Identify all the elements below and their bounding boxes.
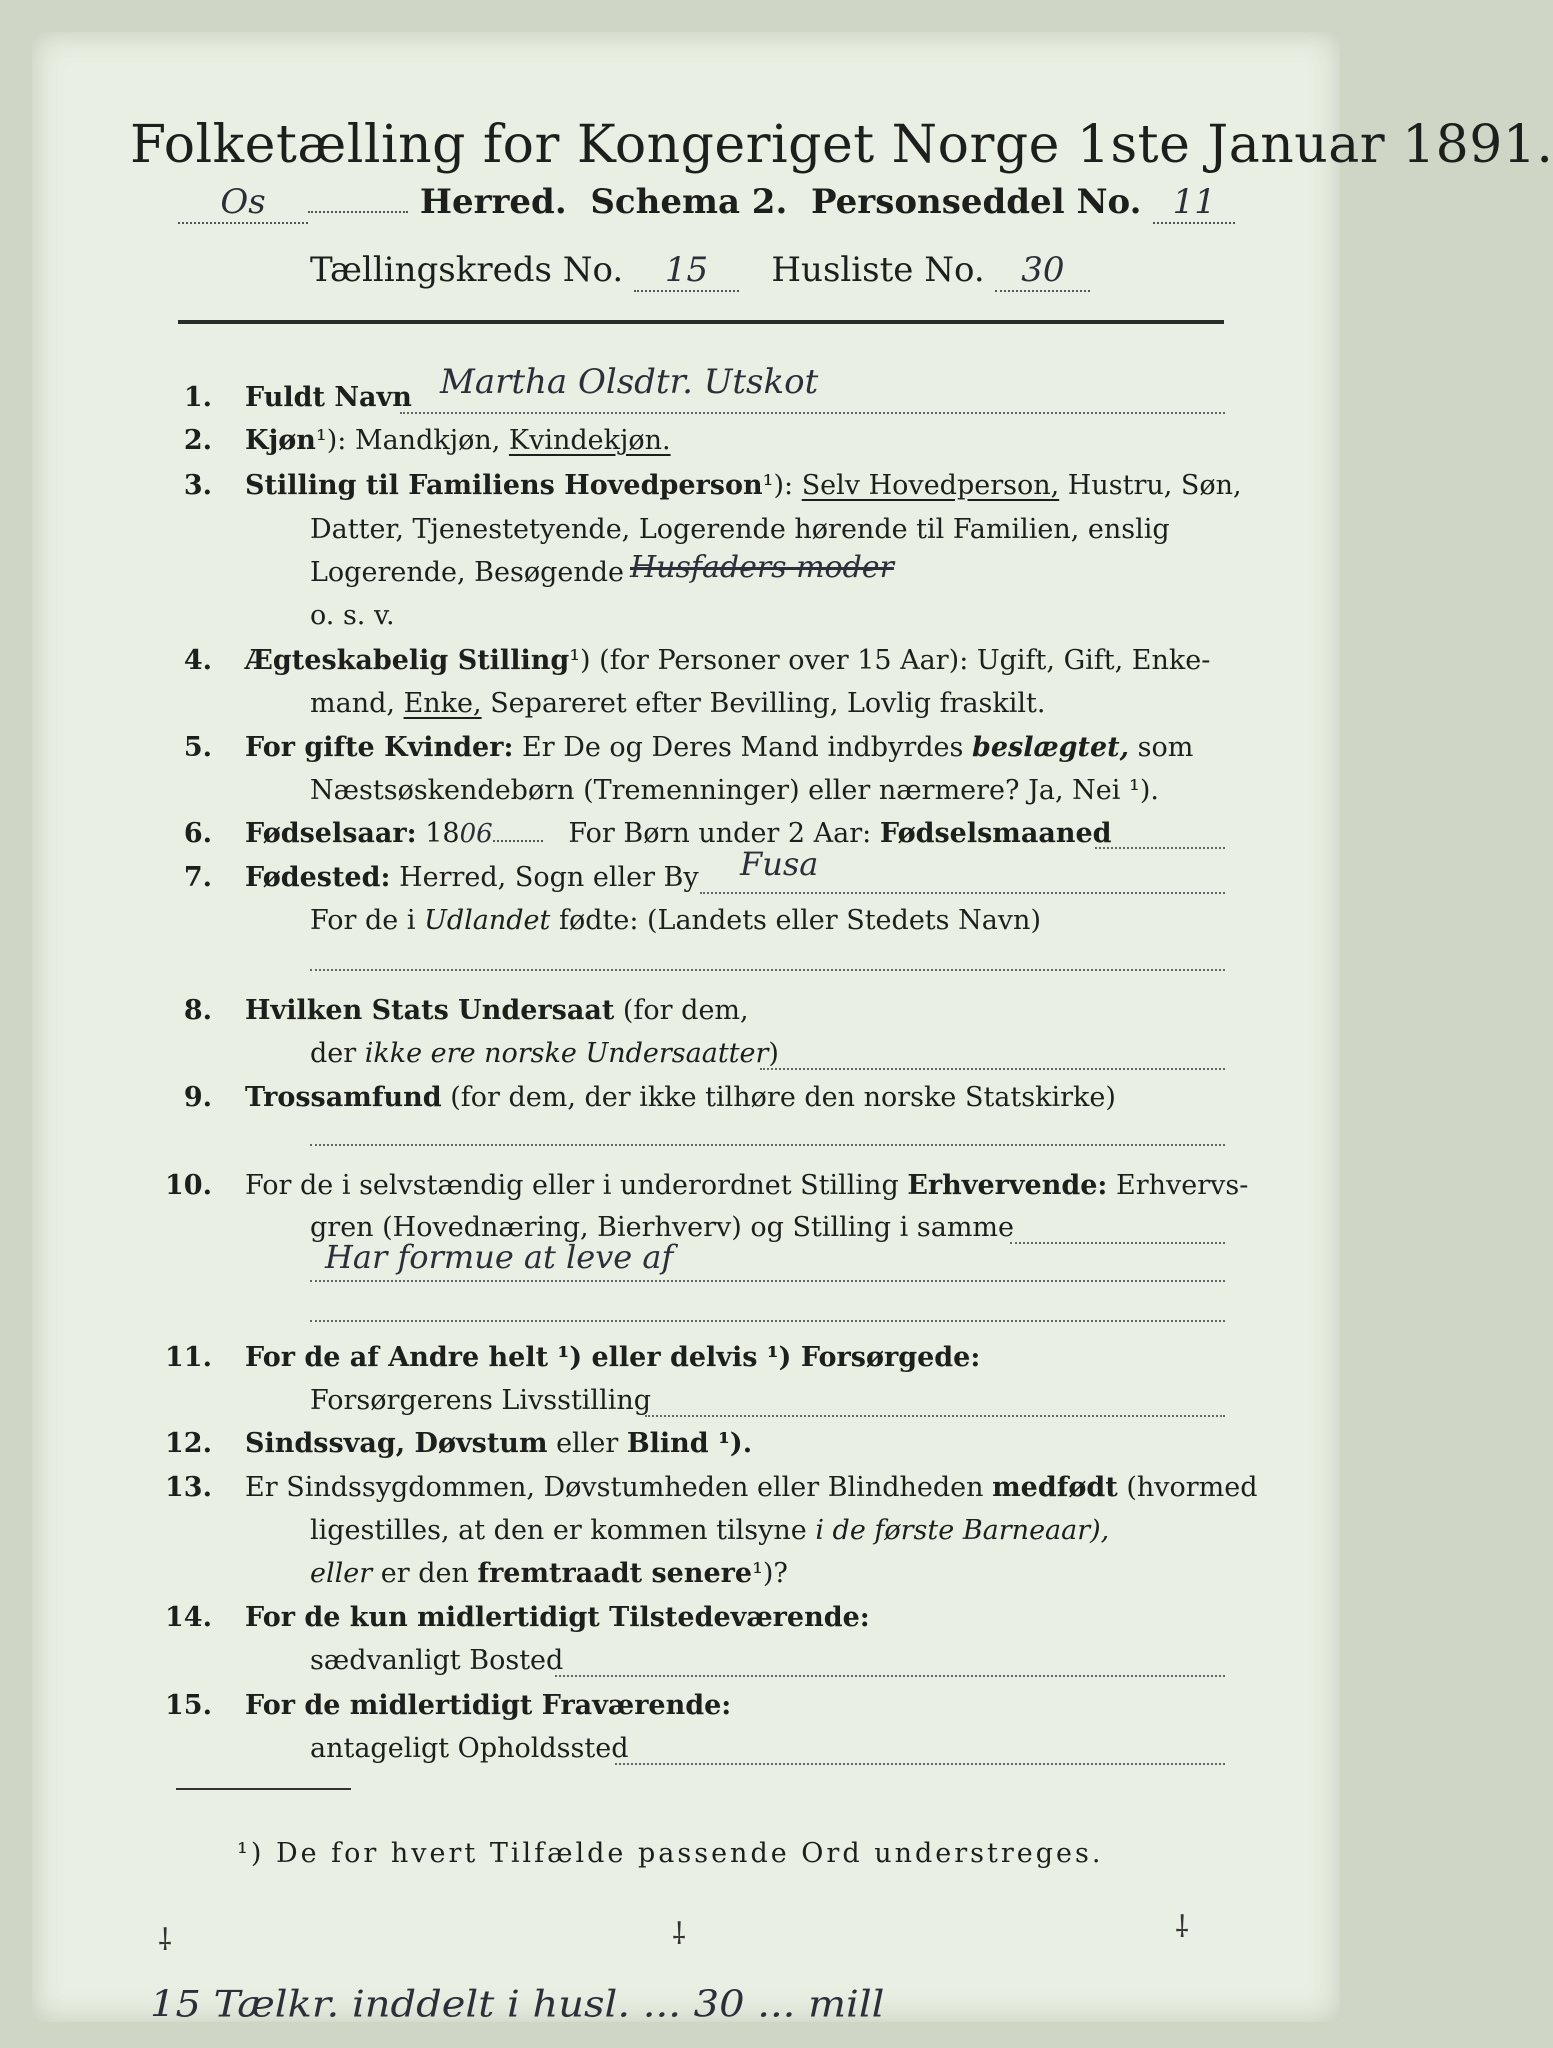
q4-line2a: mand, xyxy=(310,688,395,719)
q13-number: 13. xyxy=(165,1472,212,1503)
q7-line2b: fødte: (Landets eller Stedets Navn) xyxy=(558,905,1041,936)
q2-sup: ¹): xyxy=(315,425,347,456)
corner-mark-left: ⸸ xyxy=(158,1923,173,1958)
q8-rest1: (for dem, xyxy=(622,995,749,1026)
header-divider xyxy=(178,320,1224,324)
q15-fill-line xyxy=(615,1761,1225,1765)
q10-fill-line2 xyxy=(310,1278,1225,1282)
footnote: ¹) De for hvert Tilfælde passende Ord understreges. xyxy=(237,1838,1104,1869)
q11-label: For de af Andre helt ¹) eller delvis ¹) Forsørgede: xyxy=(245,1342,981,1373)
q3-rest1: Hustru, Søn, xyxy=(1067,470,1242,501)
q8-number: 8. xyxy=(183,995,212,1026)
q13-line1 xyxy=(245,1472,1258,1503)
q4-rest1: (for Personer over 15 Aar): Ugift, Gift, Enke- xyxy=(599,645,1211,676)
q9-label: Trossamfund xyxy=(245,1082,442,1113)
q5-rest1b: som xyxy=(1137,732,1194,763)
census-form-page xyxy=(32,32,1553,2022)
q14-fill-line xyxy=(555,1673,1225,1677)
q4-label: Ægteskabelig Stilling xyxy=(245,645,570,676)
q9-fill-line xyxy=(310,1142,1225,1146)
q1-number: 1. xyxy=(183,382,212,413)
q7-value: Fusa xyxy=(740,845,819,883)
q5-rest1: Er De og Deres Mand indbyrdes xyxy=(522,732,964,763)
q6-value: 06 xyxy=(459,819,493,849)
q2-opt-mand: Mandkjøn, xyxy=(354,425,501,456)
q13-line2-it: i de første Barneaar), xyxy=(815,1515,1110,1546)
schema-label: Schema 2. xyxy=(590,182,788,222)
q9-line1 xyxy=(245,1082,1116,1113)
herred-label: Herred. xyxy=(419,182,567,222)
q15-line2: antageligt Opholdssted xyxy=(310,1733,629,1764)
q4-sup: ¹) xyxy=(569,645,591,676)
q6-fill-line xyxy=(1095,845,1225,849)
q4-line1 xyxy=(245,645,1210,676)
husliste-value: 30 xyxy=(1021,250,1065,290)
personseddel-value: 11 xyxy=(1172,182,1216,222)
q13-line3a: er den xyxy=(380,1558,469,1589)
q3-line2: Datter, Tjenestetyende, Logerende hørende til Familien, enslig xyxy=(310,514,1170,545)
q3-line3: Logerende, Besøgende xyxy=(310,557,624,588)
q10-line2: gren (Hovednæring, Bierhverv) og Stilling i samme xyxy=(310,1212,1015,1243)
q15-number: 15. xyxy=(165,1690,212,1721)
q7-fill-line xyxy=(700,890,1225,894)
q14-number: 14. xyxy=(165,1602,212,1633)
herred-value: Os xyxy=(220,182,266,222)
q13-line3 xyxy=(310,1558,788,1589)
q7-label: Fødested: xyxy=(245,862,391,893)
q11-fill-line xyxy=(645,1413,1225,1417)
q1-value: Martha Olsdtr. Utskot xyxy=(440,362,819,402)
q8-line2a: der xyxy=(310,1038,357,1069)
q12-rest: eller xyxy=(556,1428,619,1459)
q13-line3b: fremtraadt senere xyxy=(477,1558,753,1589)
q7-line2a: For de i xyxy=(310,905,416,936)
q4-line2 xyxy=(310,688,1045,719)
q6-label2: For Børn under 2 Aar: xyxy=(568,818,872,849)
q3-opt-selv: Selv Hovedperson, xyxy=(801,470,1060,501)
q1-fill-line xyxy=(400,410,1225,414)
q6-prefix: 18 xyxy=(425,818,460,849)
q8-line2b: ) xyxy=(768,1038,779,1069)
q5-line2: Næstsøskendebørn (Tremenninger) eller nærmere? Ja, Nei ¹). xyxy=(310,775,1159,806)
q1-label: Fuldt Navn xyxy=(245,382,412,413)
footnote-rule xyxy=(176,1788,351,1790)
q5-italic: beslægtet, xyxy=(971,732,1130,763)
q4-line2b: Separeret efter Bevilling, Lovlig fraskilt. xyxy=(490,688,1046,719)
q6-label: Fødselsaar: xyxy=(245,818,417,849)
q12-number: 12. xyxy=(165,1428,212,1459)
q8-label: Hvilken Stats Undersaat xyxy=(245,995,615,1026)
q10-number: 10. xyxy=(165,1170,212,1201)
q13-line1a: Er Sindssygdommen, Døvstumheden eller Blindheden xyxy=(245,1472,984,1503)
q10-fill-line xyxy=(1010,1240,1225,1244)
corner-mark-right: ⸸ xyxy=(1175,1910,1190,1945)
q5-line1 xyxy=(245,732,1193,763)
q9-number: 9. xyxy=(183,1082,212,1113)
q13-line3c: ¹)? xyxy=(752,1558,788,1589)
q4-number: 4. xyxy=(183,645,212,676)
q9-rest1: (for dem, der ikke tilhøre den norske Statskirke) xyxy=(450,1082,1116,1113)
q2-line xyxy=(245,425,671,456)
taellingskreds-label: Tællingskreds No. xyxy=(310,250,624,290)
q6-label3: Fødselsmaaned xyxy=(879,818,1112,849)
q15-label: For de midlertidigt Fraværende: xyxy=(245,1690,732,1721)
q7-line2-it: Udlandet xyxy=(424,905,551,936)
q8-line2 xyxy=(310,1038,779,1069)
form-title: Folketælling for Kongeriget Norge 1ste Januar 1891. xyxy=(130,115,1553,175)
q2-label: Kjøn xyxy=(245,425,316,456)
q12-line xyxy=(245,1428,752,1459)
q11-number: 11. xyxy=(165,1342,212,1373)
q10-value: Har formue at leve af xyxy=(325,1238,674,1276)
q6-number: 6. xyxy=(183,818,212,849)
q10-line1a: For de i selvstændig eller i underordnet Stilling xyxy=(245,1170,899,1201)
q8-fill-line xyxy=(760,1066,1225,1070)
husliste-label: Husliste No. xyxy=(771,250,985,290)
taellingskreds-line xyxy=(310,250,1090,292)
q10-fill-line3 xyxy=(310,1318,1225,1322)
q8-line1 xyxy=(245,995,749,1026)
q7-rest1: Herred, Sogn eller By xyxy=(399,862,699,893)
q8-line2-it: ikke ere norske Undersaatter xyxy=(364,1038,769,1069)
q3-number: 3. xyxy=(183,470,212,501)
q2-opt-kvinde: Kvindekjøn. xyxy=(508,425,671,456)
q10-line1b: Erhvervende: xyxy=(907,1170,1108,1201)
q7-number: 7. xyxy=(183,862,212,893)
q3-sup: ¹): xyxy=(762,470,794,501)
q3-value: Husfaders moder xyxy=(630,550,894,585)
q13-line3-it: eller xyxy=(310,1558,373,1589)
q13-line1b: medfødt xyxy=(992,1472,1118,1503)
q5-number: 5. xyxy=(183,732,212,763)
q5-label: For gifte Kvinder: xyxy=(245,732,514,763)
q12-label2: Blind ¹). xyxy=(626,1428,753,1459)
taellingskreds-value: 15 xyxy=(664,250,709,290)
q7-line2 xyxy=(310,905,1041,936)
q4-opt-enke: Enke, xyxy=(403,688,482,719)
bottom-handwritten-note: 15 Tælkr. inddelt i husl. ... 30 ... mill xyxy=(150,1984,885,2026)
q6-line xyxy=(245,818,1112,849)
q14-line2: sædvanligt Bosted xyxy=(310,1645,564,1676)
q2-number: 2. xyxy=(183,425,212,456)
q3-line4: o. s. v. xyxy=(310,600,395,631)
q7-fill-line2 xyxy=(310,967,1225,971)
q12-label: Sindssvag, Døvstum xyxy=(245,1428,548,1459)
q10-line1c: Erhvervs- xyxy=(1116,1170,1249,1201)
q13-line1c: (hvormed xyxy=(1126,1472,1258,1503)
corner-mark-center: ⸸ xyxy=(672,1917,687,1952)
q13-line2a: ligestilles, at den er kommen tilsyne xyxy=(310,1515,807,1546)
herred-line xyxy=(178,182,1228,224)
q3-line1 xyxy=(245,470,1242,501)
personseddel-label: Personseddel No. xyxy=(811,182,1142,222)
q10-line1 xyxy=(245,1170,1248,1201)
q14-label: For de kun midlertidigt Tilstedeværende: xyxy=(245,1602,870,1633)
q7-line1 xyxy=(245,862,699,893)
q13-line2 xyxy=(310,1515,1109,1546)
q11-line2: Forsørgerens Livsstilling xyxy=(310,1385,652,1416)
q3-label: Stilling til Familiens Hovedperson xyxy=(245,470,763,501)
